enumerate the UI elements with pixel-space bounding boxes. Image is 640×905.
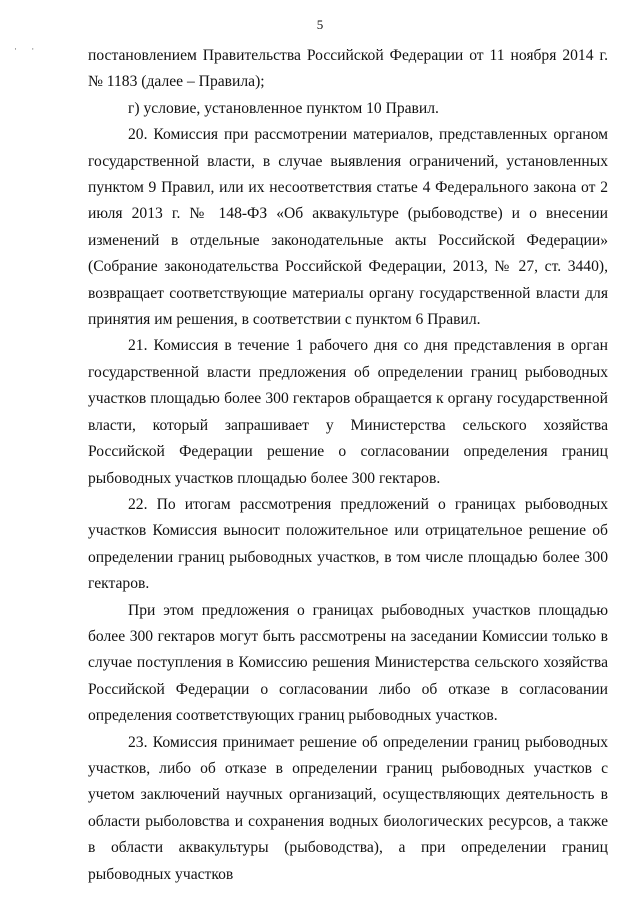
paragraph-20: 20. Комиссия при рассмотрении материалов, представленных органом государственной власти, в случае выявления ограничений, установленных пунктом 9 Правил, или их несоответствия статье 4 Федерального закона от 2 июля 2013 г. № 148-ФЗ «Об аквакультуре (рыбоводстве) и о внесении изменений в отдельные законодательные акты Российской Федерации» (Собрание законодательства Российской Федерации, 2013, № 27, ст. 3440), возвращает соответствующие материалы органу государственной власти для принятия им решения, в соответствии с пунктом 6 Правил. <box>88 126 608 329</box>
paragraph-22: 22. По итогам рассмотрения предложений о границах рыбоводных участков Комиссия выносит положительное или отрицательное решение об определении границ рыбоводных участков, в том числе площадью более 300 гектаров. <box>88 495 608 593</box>
paragraph-continuation: постановлением Правительства Российской Федерации от 11 ноября 2014 г. № 1183 (далее – Правила); <box>88 47 608 91</box>
margin-specks: · · <box>14 44 41 54</box>
page-number: 5 <box>316 17 324 32</box>
paragraph-23: 23. Комиссия принимает решение об определении границ рыбоводных участков, либо об отказе в определении границ рыбоводных участков с учетом заключений научных организаций, осуществляющих деятельность в области рыболовства и сохранения водных биологических ресурсов, а также в области аквакультуры (рыбоводства), а при определении границ рыбоводных участков <box>88 733 608 883</box>
paragraph-21: 21. Комиссия в течение 1 рабочего дня со дня представления в орган государственной власти предложения об определении границ рыбоводных участков площадью более 300 гектаров обращается к органу государственной власти, который запрашивает у Министерства сельского хозяйства Российской Федерации решение о согласовании определения границ рыбоводных участков площадью более 300 гектаров. <box>88 337 608 487</box>
document-body <box>88 43 608 888</box>
paragraph-22-note: При этом предложения о границах рыбоводных участков площадью более 300 гектаров могут быть рассмотрены на заседании Комиссии только в случае поступления в Комиссию решения Министерства сельского хозяйства Российской Федерации о согласовании либо об отказе в согласовании определения соответствующих границ рыбоводных участков. <box>88 601 608 725</box>
paragraph-item-g: г) условие, установленное пунктом 10 Правил. <box>128 99 439 117</box>
